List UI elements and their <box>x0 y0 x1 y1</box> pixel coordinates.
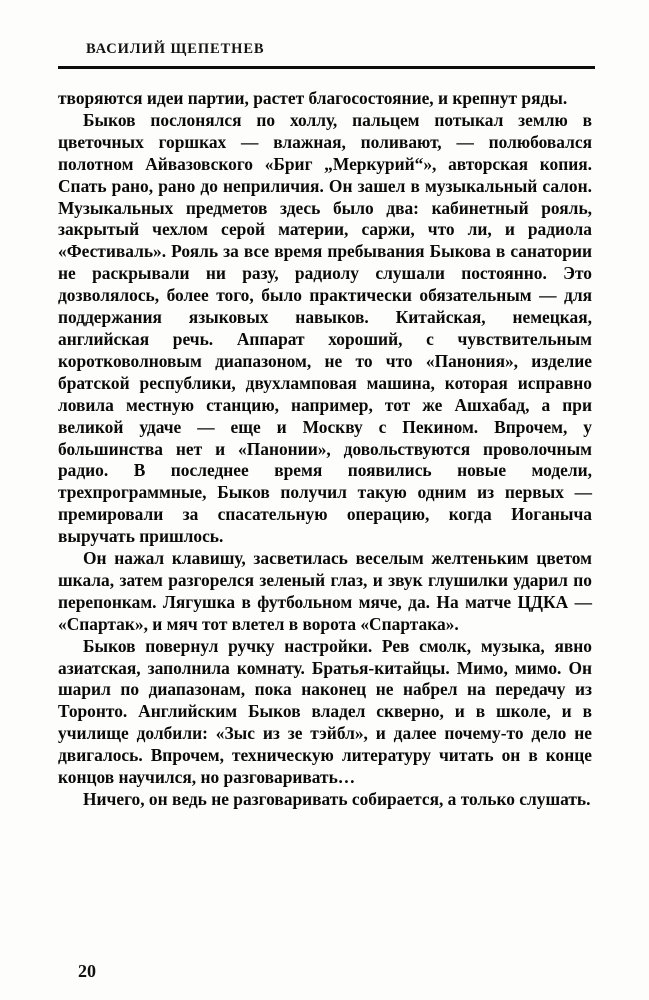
paragraph: Он нажал клавишу, засветилась веселым желтеньким цветом шкала, затем разгорелся зеленый глаз, и звук глушилки ударил по перепонкам. Лягушка в футбольном мяче, да. На матче ЦДКА — «Спартак», и мяч тот влетел в ворота «Спартака». <box>58 548 592 634</box>
paragraph: Ничего, он ведь не разговаривать собирается, а только слушать. <box>83 789 591 809</box>
page-number: 20 <box>78 961 96 981</box>
running-head-author: ВАСИЛИЙ ЩЕПЕТНЕВ <box>86 41 265 57</box>
header-rule-divider <box>58 66 595 69</box>
paragraph-continued: творяются идеи партии, растет благосостояние, и крепнут ряды. <box>58 88 568 108</box>
paragraph: Быков повернул ручку настройки. Рев смолк, музыка, явно азиатская, заполнила комнату. Братья-китайцы. Мимо, мимо. Он шарил по диапазонам, пока наконец не набрел на передачу из Торонто. Английским Быков владел скверно, и в школе, и в училище долбили: «Зыс из зе тэйбл», и далее почему-то дело не двигалось. Впрочем, техническую литературу читать он в конце концов научился, но разговаривать… <box>58 635 592 788</box>
body-text-block <box>58 88 592 811</box>
paragraph: Быков послонялся по холлу, пальцем потыкал землю в цветочных горшках — влажная, поливают, — полюбовался полотном Айвазовского «Бриг „Меркурий“», авторская копия. Спать рано, рано до неприличия. Он зашел в музыкальный салон. Музыкальных предметов здесь было два: кабинетный рояль, закрытый чехлом серой материи, саржи, что ли, и радиола «Фестиваль». Рояль за все время пребывания Быкова в санатории не раскрывали ни разу, радиолу слушали постоянно. Это дозволялось, более того, было практически обязательным — для поддержания языковых навыков. Китайская, немецкая, английская речь. Аппарат хороший, с чувствительным коротковолновым диапазоном, не то что «Панония», изделие братской республики, двухламповая машина, которая исправно ловила местную станцию, например, тот же Ашхабад, а при великой удаче — еще и Москву с Пекином. Впрочем, у большинства нет и «Панонии», довольствуются проволочным радио. В последнее время появились новые модели, трехпрограммные, Быков получил такую одним из первых — премировали за спасательную операцию, когда Иоганыча выручать пришлось. <box>58 109 592 547</box>
